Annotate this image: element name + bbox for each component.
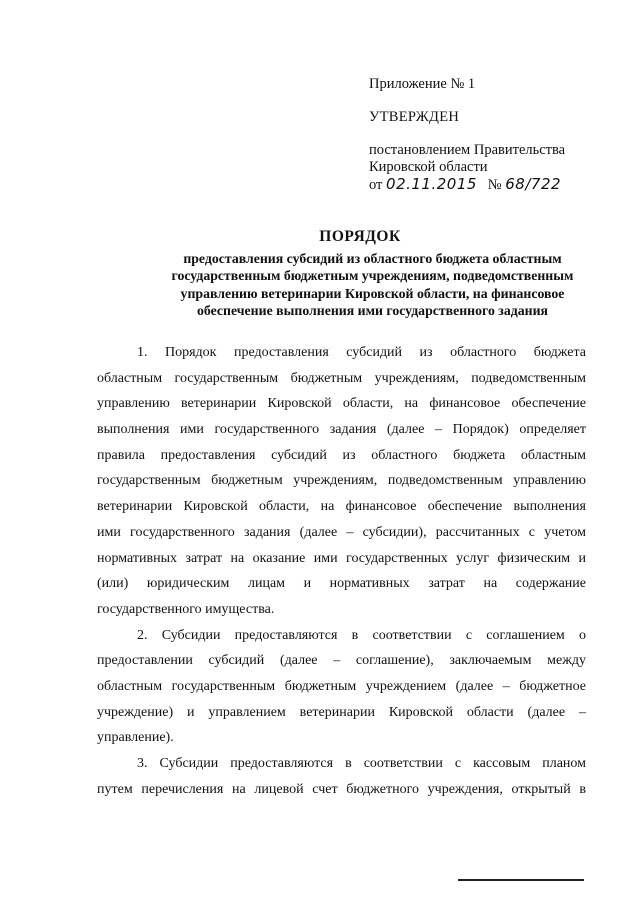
text-line: ими государственного задания (далее – субсидии), рассчитанных с учетом — [97, 524, 586, 540]
approved-by-line-1: постановлением Правительства — [369, 142, 566, 158]
text-line: областным государственным бюджетным учреждением (далее – бюджетное — [97, 678, 586, 694]
document-title: ПОРЯДОК — [319, 228, 401, 245]
date-prefix: от — [369, 177, 383, 193]
text-line: путем перечисления на лицевой счет бюджетного учреждения, открытый в — [97, 781, 586, 797]
text-line: управление). — [97, 730, 174, 746]
text-line: 2. Субсидии предоставляются в соответствии с соглашением о — [137, 627, 586, 643]
text-line: выполнения ими государственного задания (далее – Порядок) определяет — [97, 422, 586, 438]
text-line: государственным бюджетным учреждениям, подведомственным управлению — [97, 473, 586, 489]
text-line: государственного имущества. — [97, 601, 275, 617]
text-line: 3. Субсидии предоставляются в соответствии с кассовым планом — [137, 756, 586, 771]
text-line: правила предоставления субсидий из областного бюджета областным — [97, 447, 586, 463]
text-line: управлению ветеринарии Кировской области, на финансовое обеспечение — [97, 396, 586, 412]
text-line: областным государственным бюджетным учреждениям, подведомственным — [97, 370, 586, 386]
approved-by-line-2: Кировской области — [369, 159, 488, 175]
handwritten-date: 02.11.2015 — [386, 175, 477, 193]
text-line: нормативных затрат на оказание ими государственных услуг физическим и — [97, 550, 586, 566]
footer-rule-line — [458, 879, 584, 881]
paragraph-3 — [97, 751, 586, 802]
subtitle-line: обеспечение выполнения ими государственного задания — [197, 303, 548, 319]
paragraph-1 — [97, 340, 586, 623]
number-prefix: № — [487, 177, 502, 193]
text-line: 1. Порядок предоставления субсидий из областного бюджета — [137, 345, 586, 360]
approved-label: УТВЕРЖДЕН — [369, 109, 460, 125]
appendix-label: Приложение № 1 — [369, 76, 476, 92]
text-line: учреждение) и управлением ветеринарии Кировской области (далее – — [97, 704, 586, 720]
text-line: предоставлении субсидий (далее – соглашение), заключаемым между — [97, 653, 586, 669]
subtitle-line: управлению ветеринарии Кировской области, на финансовое — [180, 285, 565, 301]
paragraph-2 — [97, 623, 586, 751]
subtitle-line: предоставления субсидий из областного бюджета областным — [183, 251, 562, 266]
handwritten-number: 68/722 — [505, 175, 562, 193]
approval-stamp — [369, 76, 609, 194]
approval-date-line — [369, 176, 609, 194]
document-body — [97, 340, 586, 802]
subtitle-line: государственным бюджетным учреждениям, подведомственным — [171, 268, 574, 284]
document-subtitle — [105, 250, 640, 320]
text-line: ветеринарии Кировской области, на финансовое обеспечение выполнения — [97, 499, 586, 515]
text-line: (или) юридическим лицам и нормативных затрат на содержание — [97, 576, 586, 592]
